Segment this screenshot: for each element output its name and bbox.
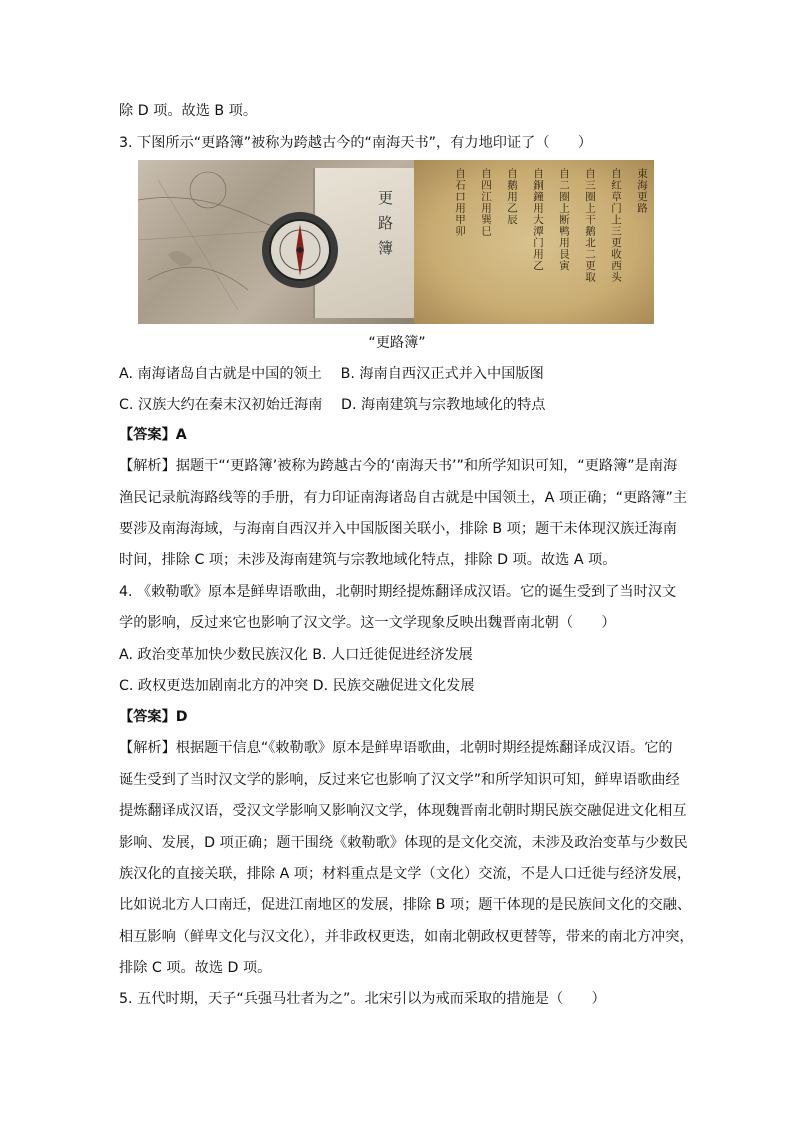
manuscript-column: 自三圈上干鹅北二更取 xyxy=(584,168,596,283)
question-4: 学的影响，反过来它也影响了汉文学。这一文学现象反映出魏晋南北朝（ ） xyxy=(119,615,616,631)
option-line: C. 政权更迭加剧南北方的冲突 D. 民族交融促进文化发展 xyxy=(119,678,475,694)
analysis-4: 影响、发展，D 项正确；题干围绕《敕勒歌》体现的是文化交流，未涉及政治变革与少数民 xyxy=(119,835,688,851)
manuscript-text xyxy=(426,168,648,318)
analysis-3: 渔民记录航海路线等的手册，有力印证南海诸岛自古就是中国领土，A 项正确；“更路簿”主 xyxy=(119,490,688,506)
analysis-4: 提炼翻译成汉语，受汉文学影响又影响汉文学，体现魏晋南北朝时期民族交融促进文化相互 xyxy=(119,803,687,819)
option-line: A. 政治变革加快少数民族汉化 B. 人口迁徙促进经济发展 xyxy=(119,647,473,663)
analysis-4: 诞生受到了当时汉文学的影响，反过来它也影响了汉文学”和所学知识可知，鲜卑语歌曲经 xyxy=(119,772,680,788)
question-5: 5. 五代时期，天子“兵强马壮者为之”。北宋引以为戒而采取的措施是（ ） xyxy=(119,991,606,1007)
analysis-4: 比如说北方人口南迁，促进江南地区的发展，排除 B 项；题干体现的是民族间文化的交融、 xyxy=(119,897,692,913)
gengdubu-figure xyxy=(138,160,654,324)
option-line: A. 南海诸岛自古就是中国的领土 B. 海南自西汉正式并入中国版图 xyxy=(119,366,544,382)
question-3: 3. 下图所示“更路簿”被称为跨越古今的“南海天书”，有力地印证了（ ） xyxy=(119,135,593,151)
manuscript-column: 自石口用甲卯 xyxy=(454,168,466,237)
analysis-4: 【解析】根据题干信息“《敕勒歌》原本是鲜卑语歌曲，北朝时期经提炼翻译成汉语。它的 xyxy=(119,740,673,756)
manuscript-photo xyxy=(414,160,654,324)
manuscript-column: 自四江用巽巳 xyxy=(480,168,492,237)
line-0: 除 D 项。故选 B 项。 xyxy=(119,103,258,119)
manuscript-column: 自红草门上三更收西头 xyxy=(610,168,622,283)
analysis-4: 族汉化的直接关联，排除 A 项；材料重点是文学（文化）交流，不是人口迁徙与经济发展， xyxy=(119,866,692,882)
analysis-3: 时间，排除 C 项；未涉及海南建筑与宗教地域化特点，排除 D 项。故选 A 项。 xyxy=(119,552,617,568)
option-line: C. 汉族大约在秦末汉初始迁海南 D. 海南建筑与宗教地域化的特点 xyxy=(119,397,546,413)
compass-icon xyxy=(260,210,340,290)
manuscript-column: 自二圈上断鸭用艮寅 xyxy=(558,168,570,272)
analysis-3: 要涉及南海海域，与海南自西汉并入中国版图关联小，排除 B 项；题干未体现汉族迁海南 xyxy=(119,521,677,537)
answer-3: 【答案】A xyxy=(119,427,187,443)
analysis-3: 【解析】据题干“‘更路簿’被称为跨越古今的‘南海天书’”和所学知识可知，“更路簿”是南海 xyxy=(119,458,678,474)
question-4: 4. 《敕勒歌》原本是鲜卑语歌曲，北朝时期经提炼翻译成汉语。它的诞生受到了当时汉文 xyxy=(119,584,677,600)
manuscript-column: 自銅鐘用大潭门用乙 xyxy=(532,168,544,272)
manuscript-column: 東海更路 xyxy=(636,168,648,214)
figure-caption: “更路簿” xyxy=(368,335,426,351)
analysis-4: 排除 C 项。故选 D 项。 xyxy=(119,960,272,976)
manuscript-column: 自鹅用乙辰 xyxy=(506,168,518,226)
book-cover-title: 更路簿 xyxy=(376,190,394,265)
answer-4: 【答案】D xyxy=(119,709,188,725)
analysis-4: 相互影响（鲜卑文化与汉文化），并非政权更迭，如南北朝政权更替等，带来的南北方冲突， xyxy=(119,929,694,945)
compass-book-photo xyxy=(138,160,414,324)
